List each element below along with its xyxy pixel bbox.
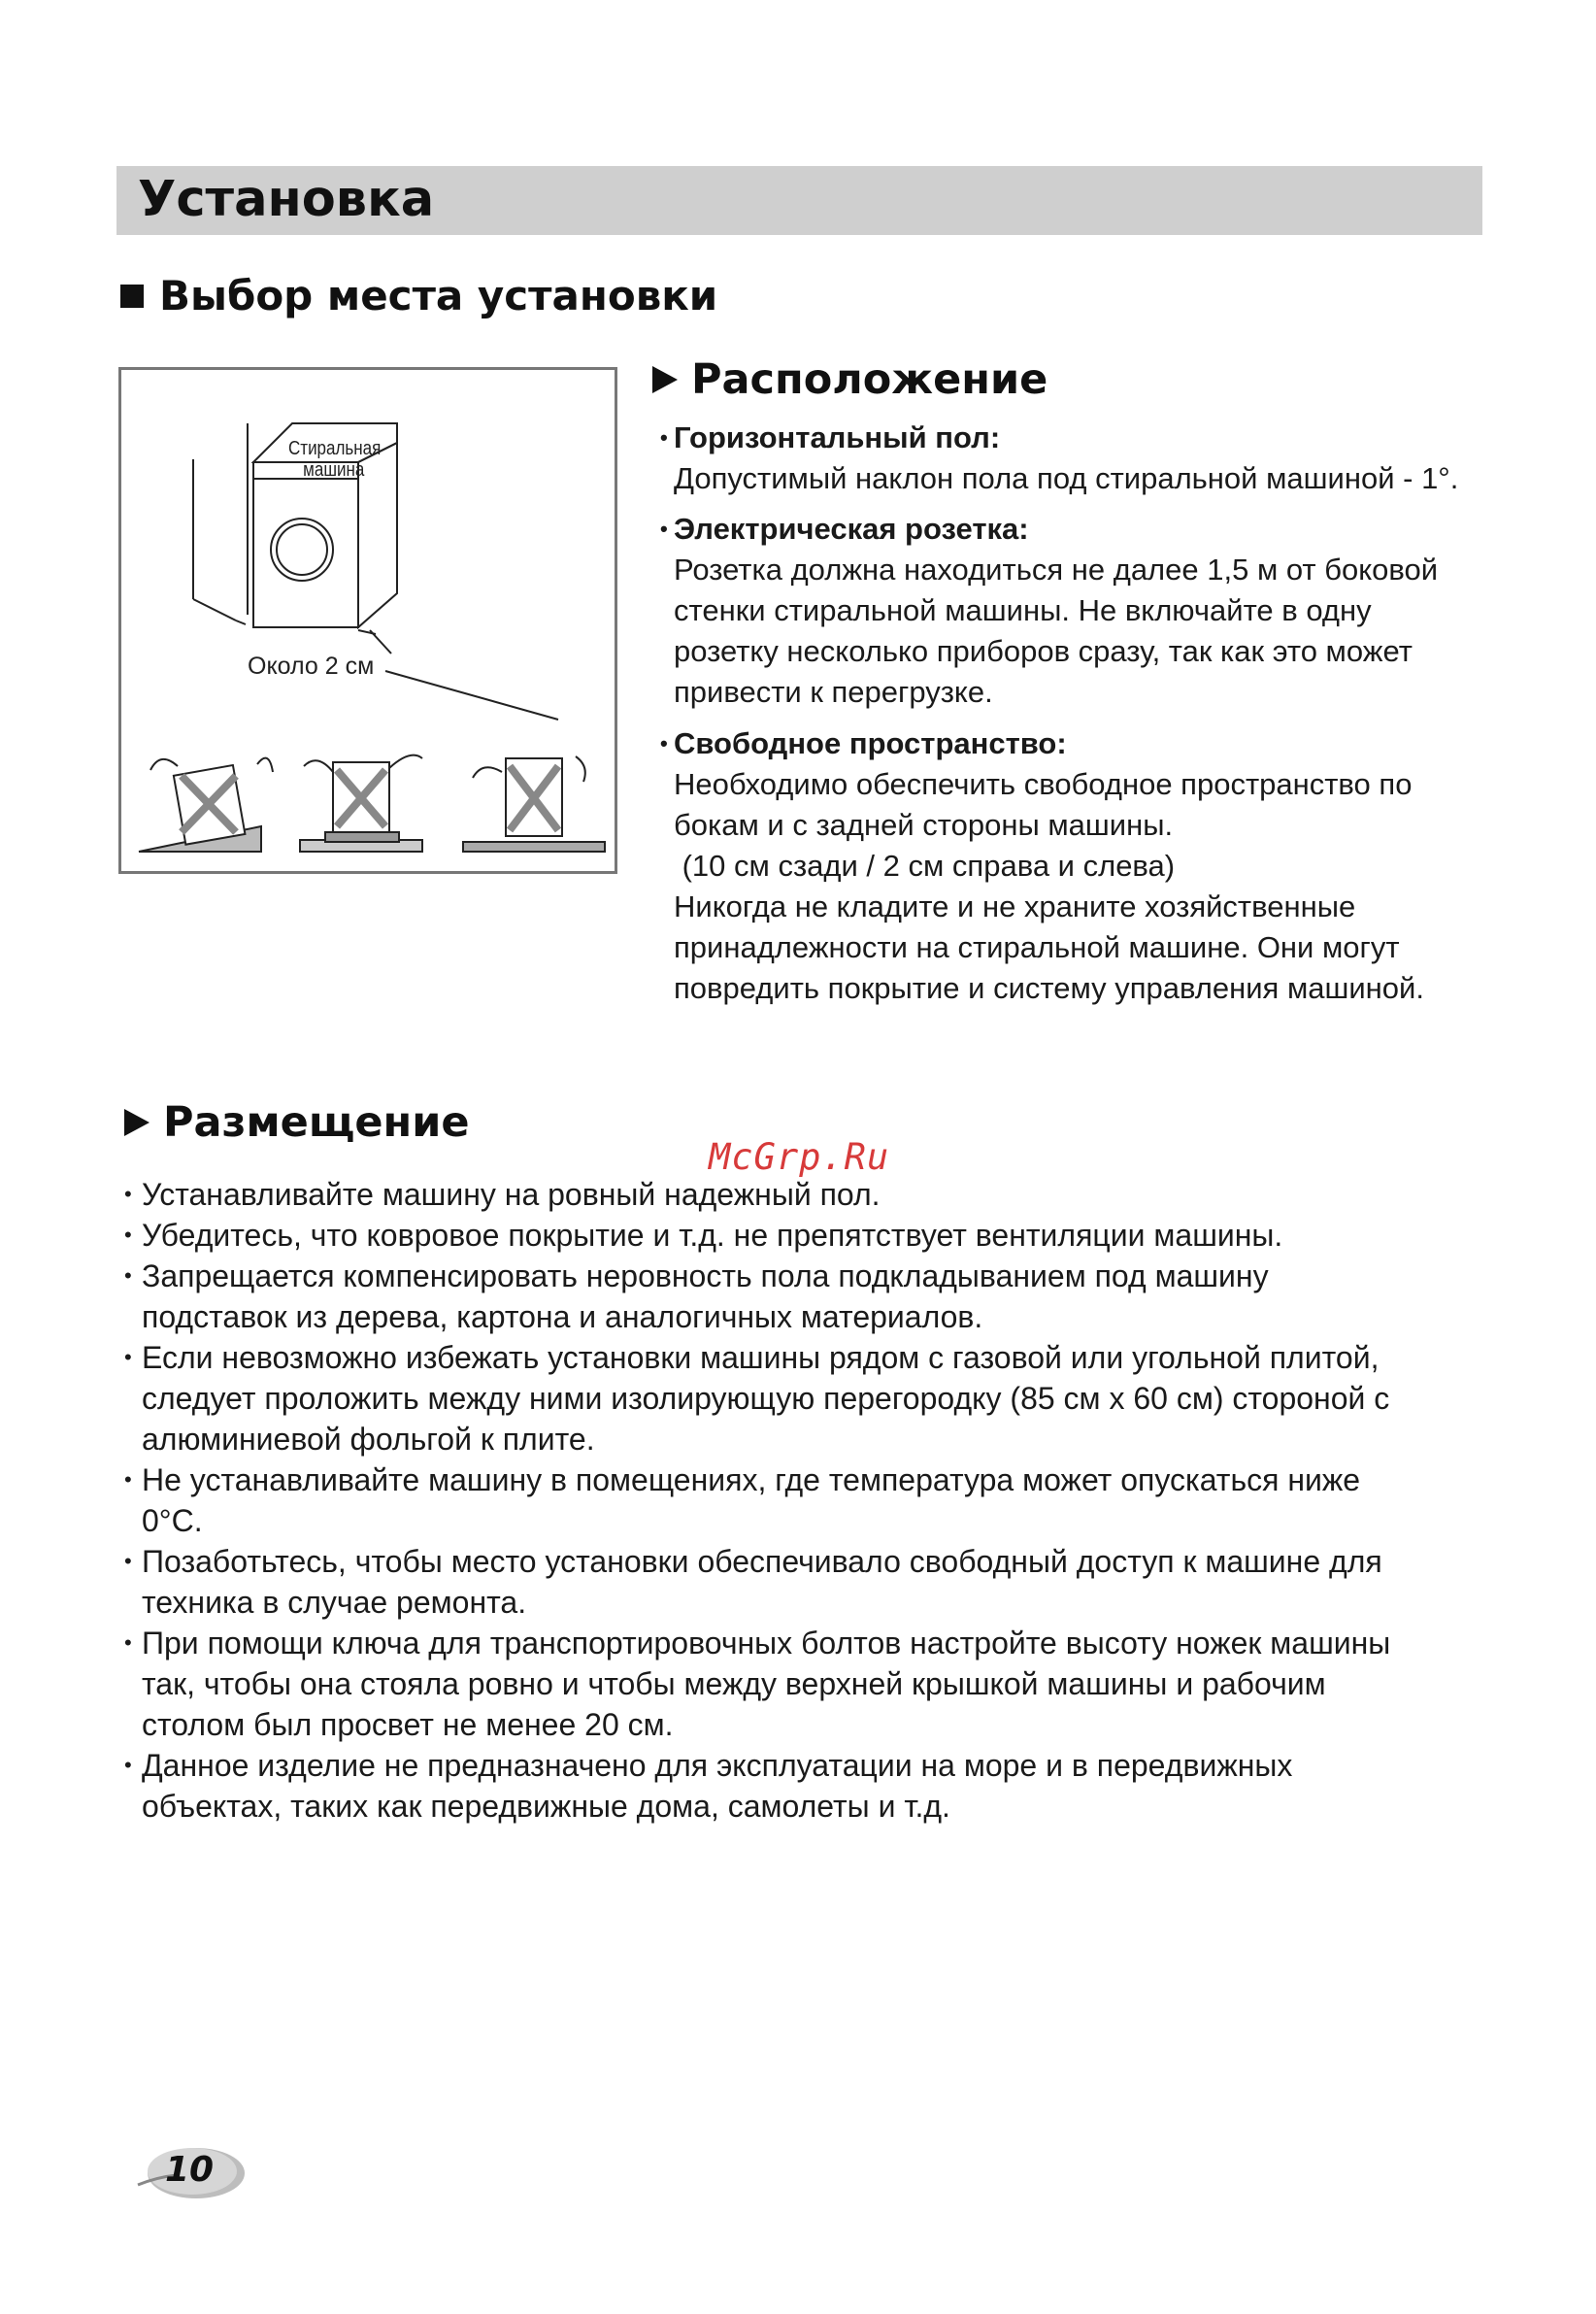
placement-heading xyxy=(124,1098,470,1147)
watermark: McGrp.Ru xyxy=(709,1136,890,1178)
item-line: повредить покрытие и систему управления машиной. xyxy=(674,971,1424,1005)
list-item-line: так, чтобы она стояла ровно и чтобы между верхней крышкой машины и рабочим xyxy=(142,1666,1326,1701)
list-item-line: Убедитесь, что ковровое покрытие и т.д. не препятствует вентиляции машины. xyxy=(142,1218,1283,1253)
list-item-line: объектах, таких как передвижные дома, самолеты и т.д. xyxy=(142,1789,950,1824)
item-line: стенки стиральной машины. Не включайте в одну xyxy=(674,593,1372,627)
list-item-line: При помощи ключа для транспортировочных болтов настройте высоту ножек машины xyxy=(142,1626,1391,1660)
bullet-icon: • xyxy=(124,1549,132,1573)
item-line: Необходимо обеспечить свободное пространство по xyxy=(674,767,1413,801)
list-item-line: Данное изделие не предназначено для эксплуатации на море и в передвижных xyxy=(142,1748,1293,1783)
bullet-icon: • xyxy=(660,731,668,755)
list-item-line: подставок из дерева, картона и аналогичных материалов. xyxy=(142,1299,983,1334)
title-bar xyxy=(116,166,1482,235)
list-item xyxy=(124,1256,1390,1337)
bullet-icon: • xyxy=(660,425,668,450)
location-item-space xyxy=(660,723,1424,1009)
list-item xyxy=(124,1541,1390,1623)
item-line: привести к перегрузке. xyxy=(674,675,993,709)
list-item xyxy=(124,1459,1390,1541)
location-heading xyxy=(652,355,1047,404)
item-line: принадлежности на стиральной машине. Они могут xyxy=(674,930,1400,964)
page-title: Установка xyxy=(138,171,435,228)
item-heading: Электрическая розетка: xyxy=(674,512,1029,546)
page-number-badge xyxy=(132,2142,249,2202)
location-item-floor xyxy=(660,418,1459,499)
location-item-socket xyxy=(660,509,1439,713)
list-item-line: Устанавливайте машину на ровный надежный пол. xyxy=(142,1177,881,1212)
placement-list xyxy=(124,1174,1390,1827)
item-heading: Горизонтальный пол: xyxy=(674,420,1001,454)
bullet-icon: • xyxy=(660,517,668,541)
triangle-bullet-icon xyxy=(652,366,678,393)
location-title: Расположение xyxy=(691,355,1048,404)
list-item-line: Если невозможно избежать установки машины рядом с газовой или угольной плитой, xyxy=(142,1340,1380,1375)
item-line: Допустимый наклон пола под стиральной машиной - 1°. xyxy=(674,461,1459,495)
page-number: 10 xyxy=(165,2150,215,2190)
gap-label: Около 2 см xyxy=(248,653,375,680)
bullet-icon: • xyxy=(124,1263,132,1288)
bullet-icon: • xyxy=(124,1467,132,1492)
item-line: розетку несколько приборов сразу, так как это может xyxy=(674,634,1413,668)
list-item-line: следует проложить между ними изолирующую перегородку (85 см х 60 см) стороной с xyxy=(142,1381,1390,1416)
item-heading: Свободное пространство: xyxy=(674,726,1067,760)
bullet-icon: • xyxy=(124,1753,132,1777)
item-line: Никогда не кладите и не храните хозяйственные xyxy=(674,889,1356,923)
list-item xyxy=(124,1337,1390,1459)
triangle-bullet-icon xyxy=(124,1109,150,1136)
washing-machine-label xyxy=(288,438,380,481)
bullet-icon: • xyxy=(124,1630,132,1655)
item-line: бокам и с задней стороны машины. xyxy=(674,808,1174,842)
item-line: Розетка должна находиться не далее 1,5 м от боковой xyxy=(674,553,1439,587)
machine-label-line2: машина xyxy=(303,459,365,481)
bullet-icon: • xyxy=(124,1345,132,1369)
installation-illustration xyxy=(118,367,617,874)
placement-title: Размещение xyxy=(163,1098,470,1147)
list-item-line: 0°С. xyxy=(142,1503,203,1538)
list-item-line: Позаботьтесь, чтобы место установки обеспечивало свободный доступ к машине для xyxy=(142,1544,1382,1579)
bullet-icon: • xyxy=(124,1182,132,1206)
list-item-line: Запрещается компенсировать неровность пола подкладыванием под машину xyxy=(142,1258,1269,1293)
section-heading xyxy=(120,272,717,319)
list-item xyxy=(124,1174,1390,1215)
list-item xyxy=(124,1215,1390,1256)
machine-label-line1: Стиральная xyxy=(288,438,382,459)
bullet-icon: • xyxy=(124,1223,132,1247)
list-item xyxy=(124,1745,1390,1827)
section-title: Выбор места установки xyxy=(159,272,718,319)
list-item-line: Не устанавливайте машину в помещениях, где температура может опускаться ниже xyxy=(142,1462,1361,1497)
list-item xyxy=(124,1623,1390,1745)
item-line: (10 см сзади / 2 см справа и слева) xyxy=(674,849,1176,883)
list-item-line: техника в случае ремонта. xyxy=(142,1585,527,1620)
list-item-line: столом был просвет не менее 20 см. xyxy=(142,1707,674,1742)
square-bullet-icon xyxy=(120,285,144,308)
list-item-line: алюминиевой фольгой к плите. xyxy=(142,1422,595,1457)
